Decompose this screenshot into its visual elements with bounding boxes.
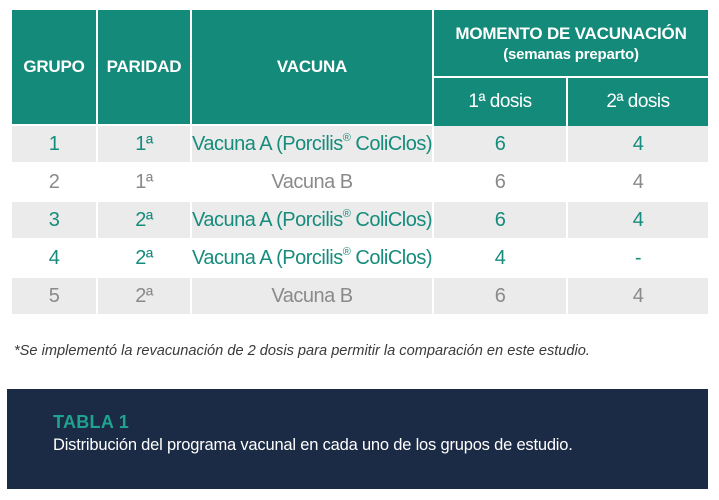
registered-mark: ® xyxy=(342,207,351,220)
header-vacuna: VACUNA xyxy=(192,10,432,126)
cell-paridad: 2ª xyxy=(98,278,190,316)
cell-dosis-1: 4 xyxy=(434,240,566,278)
caption-title: TABLA 1 xyxy=(53,412,130,432)
table-row xyxy=(12,164,708,202)
table-row xyxy=(12,202,708,240)
cell-grupo: 2 xyxy=(12,164,96,202)
vacuna-text-end: ColiClos) xyxy=(350,132,433,155)
table-body xyxy=(12,126,708,316)
caption-text: Distribución del programa vacunal en cada uno de los grupos de estudio. xyxy=(53,436,573,454)
cell-dosis-1: 6 xyxy=(434,202,566,240)
header-grupo: GRUPO xyxy=(12,10,96,126)
cell-dosis-2: 4 xyxy=(568,164,708,202)
header-momento xyxy=(434,10,708,78)
cell-vacuna: Vacuna B xyxy=(192,164,432,202)
table-row xyxy=(12,126,708,164)
header-dosis-1: 1ª dosis xyxy=(434,78,566,126)
cell-dosis-2: 4 xyxy=(568,202,708,240)
cell-dosis-2: - xyxy=(568,240,708,278)
vaccination-table xyxy=(10,10,710,316)
cell-dosis-2: 4 xyxy=(568,126,708,164)
vacuna-text-end: ColiClos) xyxy=(350,208,433,231)
cell-dosis-1: 6 xyxy=(434,278,566,316)
registered-mark: ® xyxy=(342,245,351,258)
vacuna-text-end: ColiClos) xyxy=(350,246,433,269)
table-row xyxy=(12,240,708,278)
cell-dosis-2: 4 xyxy=(568,278,708,316)
vacuna-text: Vacuna A (Porcilis xyxy=(192,132,343,155)
cell-grupo: 3 xyxy=(12,202,96,240)
header-momento-title: MOMENTO DE VACUNACIÓN xyxy=(455,23,687,43)
header-dosis-2: 2ª dosis xyxy=(568,78,708,126)
footnote: *Se implementó la revacunación de 2 dosis para permitir la comparación en este estudio. xyxy=(14,343,590,359)
vacuna-text: Vacuna A (Porcilis xyxy=(192,246,343,269)
cell-vacuna xyxy=(192,202,432,240)
table-row xyxy=(12,278,708,316)
cell-grupo: 1 xyxy=(12,126,96,164)
cell-grupo: 4 xyxy=(12,240,96,278)
vacuna-text: Vacuna A (Porcilis xyxy=(192,208,343,231)
cell-vacuna xyxy=(192,240,432,278)
cell-dosis-1: 6 xyxy=(434,126,566,164)
cell-grupo: 5 xyxy=(12,278,96,316)
cell-paridad: 1ª xyxy=(98,126,190,164)
cell-dosis-1: 6 xyxy=(434,164,566,202)
cell-vacuna xyxy=(192,126,432,164)
cell-vacuna: Vacuna B xyxy=(192,278,432,316)
header-paridad: PARIDAD xyxy=(98,10,190,126)
caption-box xyxy=(7,389,708,489)
header-momento-subtitle: (semanas preparto) xyxy=(503,45,639,63)
registered-mark: ® xyxy=(342,131,351,144)
cell-paridad: 2ª xyxy=(98,202,190,240)
cell-paridad: 1ª xyxy=(98,164,190,202)
cell-paridad: 2ª xyxy=(98,240,190,278)
